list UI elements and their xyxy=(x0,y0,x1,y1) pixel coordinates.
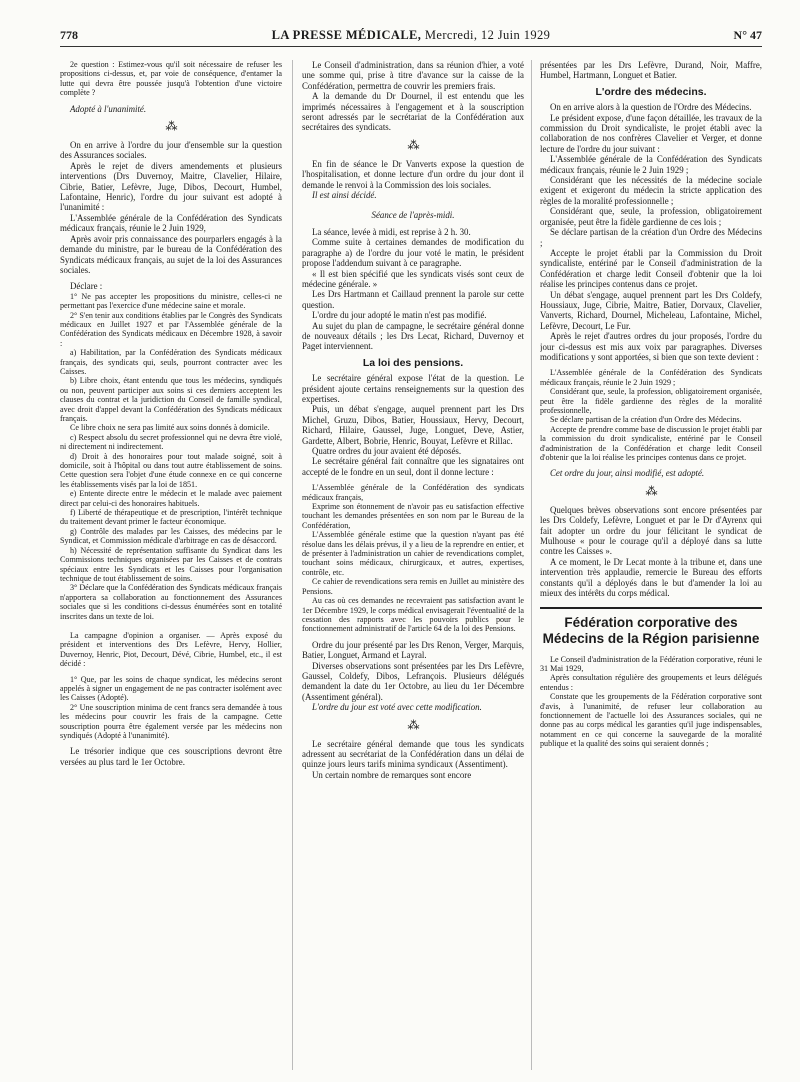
paragraph: 2° S'en tenir aux conditions établies par le Congrès des Syndicats médicaux en Juillet 1927 et par l'Assemblée générale de la Confédération des Syndicats médicaux en Décembre 1928, à savoir : xyxy=(60,310,282,348)
paragraph: g) Contrôle des malades par les Caisses, des médecins par le Syndicat, et Commission médicale d'arbitrage en cas de désaccord. xyxy=(60,526,282,546)
paragraph: Le secrétaire général expose l'état de la question. Le président ajoute certains renseignements sur la question des expertises. xyxy=(302,373,524,404)
paragraph: Se déclare partisan de la création d'un Ordre des Médecins. xyxy=(550,415,742,425)
paragraph: Ce libre choix ne sera pas limité aux soins donnés à domicile. xyxy=(70,423,270,433)
paragraph: L'Assemblée générale de la Confédération des Syndicats médicaux français, réunie le 2 Juin 1929, xyxy=(60,212,282,234)
paragraph: Le secrétaire général demande que tous les syndicats adressent au secrétariat de la Confédération dans un délai de quinze jours leurs tarifs minima syndicaux (Assentiment). xyxy=(302,738,524,770)
paragraph: h) Nécessité de représentation suffisante du Syndicat dans les Commissions techniques organisées par les Caisses et de contrats spéciaux entre les Syndicats et les Caisses pour l'organisation technique de tout établissement de soins. xyxy=(60,545,282,583)
spacer xyxy=(60,621,282,631)
paragraph: Le président expose, d'une façon détaillée, les travaux de la commission du Droit syndicaliste, le projet établi avec la collaboration de nos confrères Clavelier et Verger, et donne lecture de l'ordre du jour suivant : xyxy=(540,112,762,154)
paragraph: Se déclare partisan de la création d'un Ordre des Médecins ; xyxy=(540,227,762,248)
paragraph: Considérant que les nécessités de la médecine sociale exigent et exigeront du médecin la stricte application des règles de la moralité professionnelle ; xyxy=(540,175,762,206)
paragraph: Accepte de prendre comme base de discussion le projet établi par la commission du droit syndicaliste, entériné par le Conseil d'administration de la Confédération et charge ledit Conseil d'obtenir que la loi réalise les principes contenus dans ce projet. xyxy=(540,424,762,463)
paragraph: 2e question : Estimez-vous qu'il soit nécessaire de refuser les propositions ci-dessus, et, par voie de conséquence, d'entamer la lutte qui devra être poussée jusqu'à l'obtention d'une victoire complète ? xyxy=(60,60,282,98)
paragraph: 1° Que, par les soins de chaque syndicat, les médecins seront appelés à signer un engagement de ne pas contracter isolément avec les Caisses (Adopté). xyxy=(60,674,282,703)
paragraph: Il est ainsi décidé. xyxy=(312,190,377,201)
paragraph: L'ordre du jour est voté avec cette modification. xyxy=(312,702,482,713)
paragraph: En fin de séance le Dr Vanverts expose la question de l'hospitalisation, et donne lecture d'un ordre du jour dont il demande le renvoi à la Commission des lois sociales. xyxy=(302,158,524,190)
paragraph: présentées par les Drs Lefèvre, Durand, Noir, Maffre, Humbel, Hartmann, Longuet et Batier. xyxy=(540,60,762,81)
paragraph: Déclare : xyxy=(70,281,103,292)
paragraph: f) Liberté de thérapeutique et de prescription, l'intérêt technique du traitement devant primer le facteur économique. xyxy=(60,508,282,527)
paragraph: Comme suite à certaines demandes de modification du paragraphe a) de l'ordre du jour voté le matin, le président propose l'addendum suivant à ce paragraphe. xyxy=(302,237,524,269)
column-left xyxy=(60,60,282,1072)
issue-number: N° 47 xyxy=(733,28,762,42)
paragraph: Quelques brèves observations sont encore présentées par les Drs Coldefy, Lefèvre, Longuet et par le Dr d'Ayrenx qui fait adopter un ordre du jour félicitant le syndicat de Mulhouse « pour le courage qu'il a déployé dans sa lutte contre les Caisses ». xyxy=(540,504,762,557)
paragraph: Au cas où ces demandes ne recevraient pas satisfaction avant le 1er Décembre 1929, le corps médical envisagerait l'éventualité de la cessation des rapports avec les pouvoirs publics pour le fonctionnement administratif de l'article 64 de la loi des Pensions. xyxy=(302,596,524,634)
paragraph: b) Libre choix, étant entendu que tous les médecins, syndiqués ou non, peuvent participer aux soins si ces derniers acceptent les clauses du contrat et la juridiction du Conseil de famille syndical, avec droit d'appel devant la Confédération des Syndicats médicaux français. xyxy=(60,376,282,423)
asterism-separator: ⁂ xyxy=(645,483,657,498)
paragraph: Ce cahier de revendications sera remis en Juillet au ministère des Pensions. xyxy=(302,577,524,596)
asterism-separator: ⁂ xyxy=(407,137,419,152)
asterism-separator: ⁂ xyxy=(407,717,419,732)
paragraph: Exprime son étonnement de n'avoir pas eu satisfaction effective touchant les demandes présentées en son nom par le Bureau de la Confédération, xyxy=(302,502,524,530)
paragraph: c) Respect absolu du secret professionnel qui ne devra être violé, ni directement ni indirectement. xyxy=(60,432,282,452)
paragraph: L'Assemblée générale de la Confédération des Syndicats médicaux français, réunie le 2 Juin 1929 ; xyxy=(540,368,762,387)
section-heading: L'ordre des médecins. xyxy=(595,85,707,98)
paragraph: Après le rejet d'autres ordres du jour proposés, l'ordre du jour ci-dessus est mis aux voix par paragraphes. Diverses modifications y sont apportées, si bien que son texte devient : xyxy=(540,331,762,362)
paragraph: 1° Ne pas accepter les propositions du ministre, celles-ci ne permettant pas l'exercice d'une médecine saine et morale. xyxy=(60,291,282,311)
column-middle xyxy=(302,60,524,1072)
paragraph: Le Conseil d'administration de la Fédération corporative, réuni le 31 Mai 1929, xyxy=(540,654,762,673)
paragraph: Le secrétaire général fait connaître que les signataires ont accepté de le fondre en un seul, dont il donne lecture : xyxy=(302,456,524,477)
journal-name: LA PRESSE MÉDICALE, xyxy=(271,28,422,42)
paragraph: L'Assemblée générale estime que la question n'ayant pas été résolue dans les délais prévus, il y a lieu de la reprendre en entier, et de présenter à l'administration un cahier de revendications complet, touchant soins médicaux, chirurgicaux, et autres, expertises, contrôle, etc. xyxy=(302,530,524,577)
paragraph: La séance, levée à midi, est reprise à 2 h. 30. xyxy=(312,226,471,237)
paragraph: « Il est bien spécifié que les syndicats visés sont ceux de médecine générale. » xyxy=(302,268,524,289)
paragraph: d) Droit à des honoraires pour tout malade soigné, soit à domicile, soit à l'hôpital ou dans tout autre établissement de soins. Cette question sera l'objet d'une étude connexe en ce qui concerne les établissements visés par la loi de 1851. xyxy=(60,451,282,489)
paragraph: Un débat s'engage, auquel prennent part les Drs Coldefy, Houssiaux, Juge, Cibrie, Maitre, Batier, Dorvaux, Clavelier, Vanverts, Richard, Dournel, Micheleau, Lafontaine, Michel, Lefèvre, Decourt, Le Fur. xyxy=(540,289,762,331)
paragraph: Considérant que, seule, la profession, obligatoirement organisée, peut être la fidèle gardienne de ces lois ; xyxy=(540,206,762,227)
paragraph: Cet ordre du jour, ainsi modifié, est adopté. xyxy=(550,468,705,479)
column-divider xyxy=(531,60,532,1070)
paragraph: Le trésorier indique que ces souscriptions devront être versées au plus tard le 1er Octobre. xyxy=(60,746,282,767)
paragraph: Un certain nombre de remarques sont encore xyxy=(312,769,472,780)
paragraph: A la demande du Dr Dournel, il est entendu que les imprimés nécessaires à l'engagement et à la souscription seront adressés par le secrétariat de la Confédération aux secrétaires des syndicats. xyxy=(302,91,524,133)
paragraph: Après avoir pris connaissance des pourparlers engagés à la demande du ministre, par le bureau de la Confédération des Syndicats médicaux français, au sujet de la loi des Assurances sociales. xyxy=(60,233,282,275)
paragraph: Le Conseil d'administration, dans sa réunion d'hier, a voté une somme qui, prise à titre d'avance sur la caisse de la Confédération, permettra de couvrir les premiers frais. xyxy=(302,60,524,91)
paragraph: Les Drs Hartmann et Caillaud prennent la parole sur cette question. xyxy=(302,289,524,310)
paragraph: Puis, un débat s'engage, auquel prennent part les Drs Michel, Gruzu, Dibos, Batier, Houssiaux, Hervy, Decourt, Richard, Hilaire, Gaussel, Juge, Longuet, Deve, Astier, Gardette, Albert, Bobrie, Henric, Bouyat, Lefèvre et Rillac. xyxy=(302,404,524,446)
paragraph: A ce moment, le Dr Lecat monte à la tribune et, dans une intervention très applaudie, remercie le Bureau des efforts constants qu'il a déployés dans le but d'amender la loi au mieux des intérêts du corps médical. xyxy=(540,556,762,599)
article-title: Fédération corporative des Médecins de la Région parisienne xyxy=(542,614,760,646)
issue-date: Mercredi, 12 Juin 1929 xyxy=(424,28,551,42)
column-divider xyxy=(292,60,293,1070)
column-right xyxy=(540,60,762,1072)
session-heading: Séance de l'après-midi. xyxy=(371,210,455,221)
paragraph: Constate que les groupements de la Fédération corporative sont d'avis, à l'unanimité, de refuser leur collaboration au fonctionnement de l'actuelle loi des Assurances sociales, qui ne donne pas au corps médical les garanties qu'il juge indispensables, notamment en ce qui concerne la sauvegarde de la moralité publique et la qualité des soins qui seraient donnés ; xyxy=(540,692,762,749)
paragraph: Quatre ordres du jour avaient été déposés. xyxy=(312,446,462,456)
paragraph: On en arrive à l'ordre du jour d'ensemble sur la question des Assurances sociales. xyxy=(60,140,282,161)
paragraph: Adopté à l'unanimité. xyxy=(70,103,147,114)
paragraph: On en arrive alors à la question de l'Ordre des Médecins. xyxy=(550,102,752,113)
asterism-separator: ⁂ xyxy=(165,119,177,134)
paragraph: 3° Déclare que la Confédération des Syndicats médicaux français n'apportera sa collaboration au fonctionnement des Assurances sociales que si les conditions ci-dessus énumérées sont en totalité inscrites dans un texte de loi. xyxy=(60,583,282,621)
paragraph: Ordre du jour présenté par les Drs Renon, Verger, Marquis, Batier, Longuet, Armand et Layral. xyxy=(302,639,524,661)
section-rule xyxy=(540,607,762,609)
paragraph: Après consultation régulière des groupements et leurs délégués entendus : xyxy=(540,673,762,692)
paragraph: L'Assemblée générale de la Confédération des Syndicats médicaux français, réunie le 2 Juin 1929 ; xyxy=(540,154,762,175)
paragraph: e) Entente directe entre le médecin et le malade avec paiement direct par celui-ci des honoraires habituels. xyxy=(60,489,282,508)
spacer xyxy=(302,200,524,210)
page-header xyxy=(60,30,762,47)
paragraph: Diverses observations sont présentées par les Drs Lefèvre, Gaussel, Coldefy, Dibos, Lefrançois. Plusieurs délégués demandent la date du 1er Octobre, au lieu du 1er Décembre (Assentiment général). xyxy=(302,660,524,702)
paragraph: Considérant que, seule, la profession, obligatoirement organisée, peut être la fidèle gardienne des règles de la moralité professionnelle, xyxy=(540,387,762,415)
paragraph: Au sujet du plan de campagne, le secrétaire général donne de nouveaux détails ; les Drs Lecat, Richard, Duvernoy et Paget interviennent. xyxy=(302,320,524,352)
paragraph: La campagne d'opinion a organiser. — Après exposé du président et interventions des Drs Lefèvre, Hervy, Hollier, Duvernoy, Henric, Piot, Decourt, Dévé, Cibrie, Humbel, etc., il est décidé : xyxy=(60,630,282,669)
paragraph: Après le rejet de divers amendements et plusieurs interventions (Drs Duvernoy, Maitre, Clavelier, Hilaire, Cibrie, Batier, Lefèvre, Juge, Dibos, Decourt, Humbel, Lafontaine, Henric), l'ordre du jour suivant est adopté à l'unanimité : xyxy=(60,160,282,213)
paragraph: 2° Une souscription minima de cent francs sera demandée à tous les médecins pour couvrir les frais de la campagne. Cette souscription pourra être également versée par les médecins non syndiqués (Adopté à l'unanimité). xyxy=(60,702,282,740)
page-number: 778 xyxy=(60,28,78,42)
paragraph: L'Assemblée générale de la Confédération des syndicats médicaux français, xyxy=(302,483,524,502)
section-heading: La loi des pensions. xyxy=(362,356,464,369)
paragraph: L'ordre du jour adopté le matin n'est pas modifié. xyxy=(312,310,487,321)
masthead xyxy=(60,30,762,40)
paragraph: Accepte le projet établi par la Commission du Droit syndicaliste, entériné par le Conseil d'administration de la Confédération et charge ledit Conseil d'obtenir que la loi réalise les principes contenus dans ce projet. xyxy=(540,247,762,290)
paragraph: a) Habilitation, par la Confédération des Syndicats médicaux français, des syndicats qui, seuls, pourront contracter avec les Caisses. xyxy=(60,348,282,376)
